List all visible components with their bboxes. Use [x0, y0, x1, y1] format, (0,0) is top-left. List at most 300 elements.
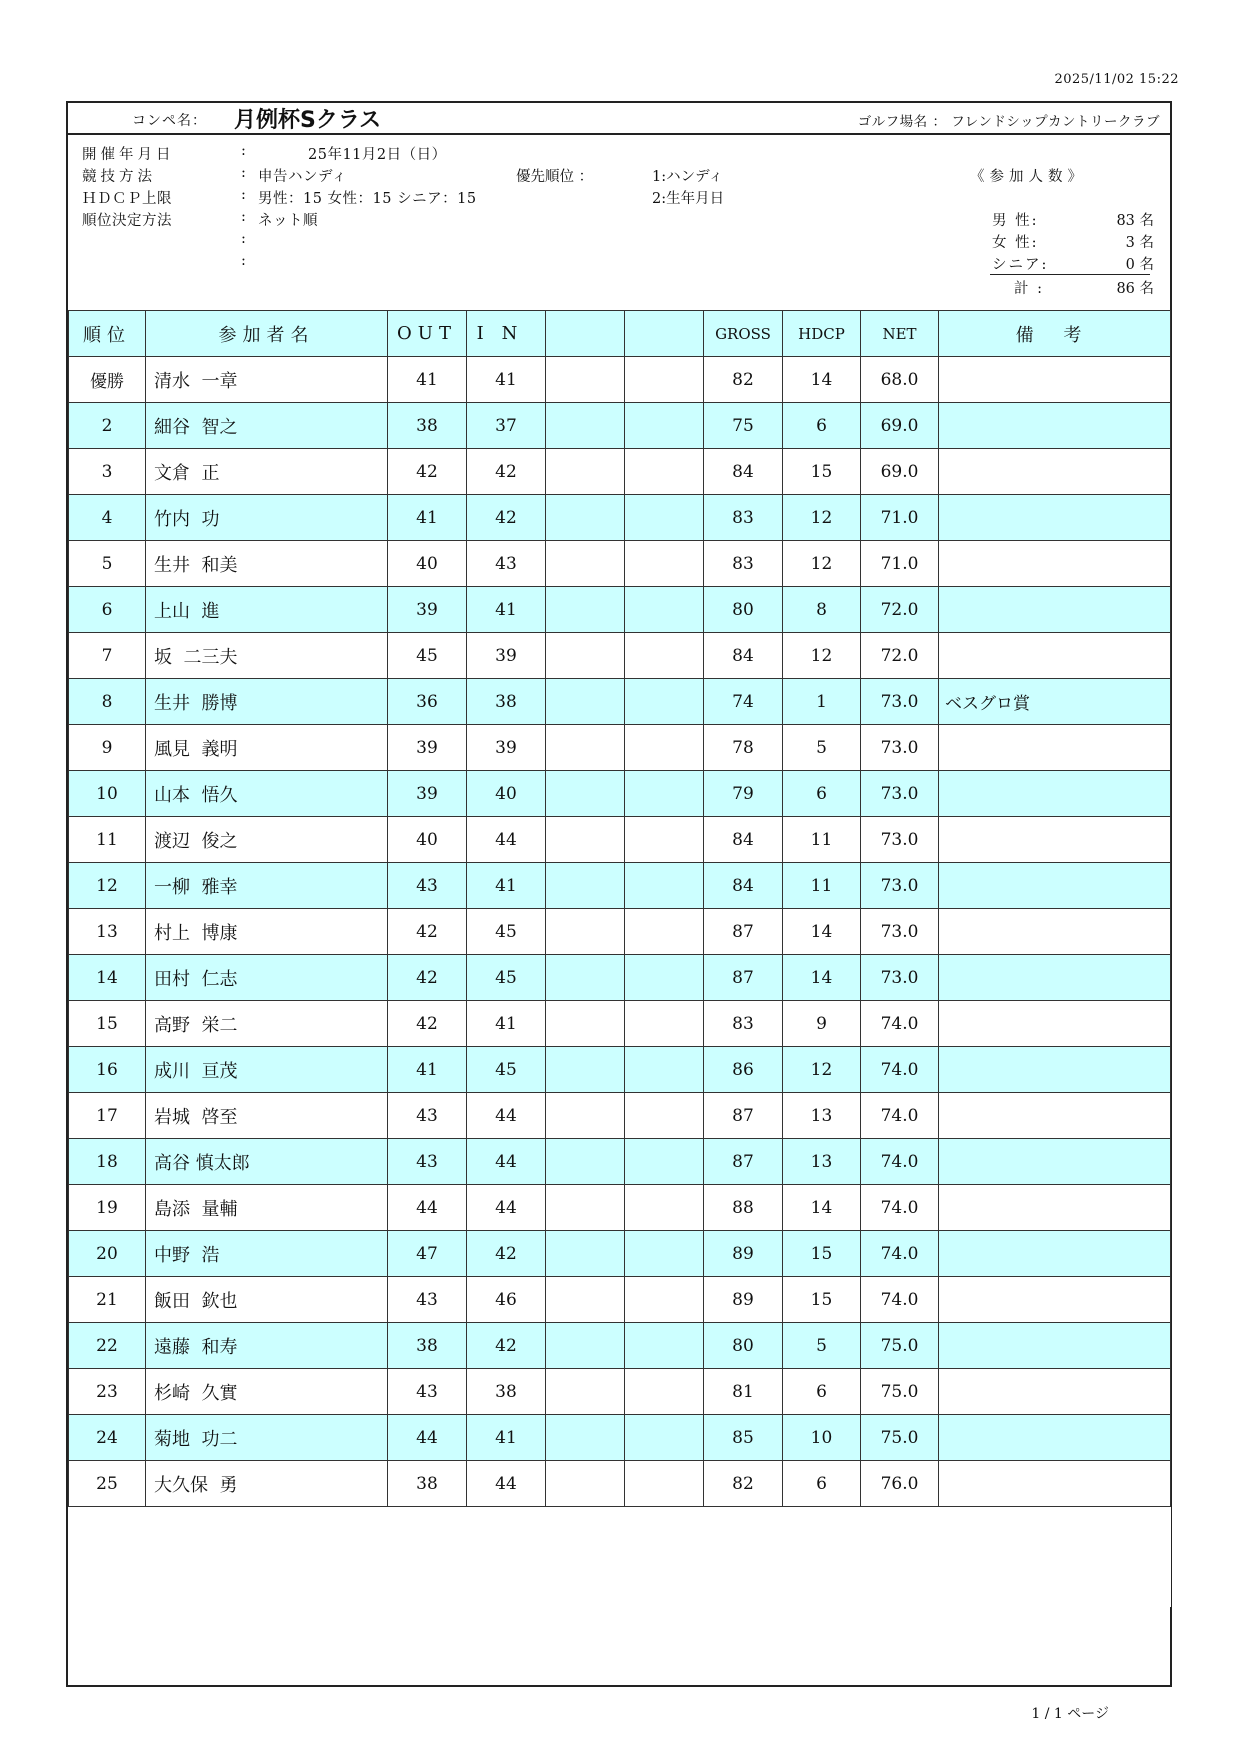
remarks-cell [939, 1415, 1171, 1461]
rank-cell: 20 [69, 1231, 146, 1277]
in-score-cell: 44 [467, 1093, 546, 1139]
blank-cell [625, 541, 704, 587]
blank-cell [546, 771, 625, 817]
in-score-cell: 38 [467, 1369, 546, 1415]
blank-cell [546, 1369, 625, 1415]
column-header-out: OUT [388, 311, 467, 357]
rank-cell: 12 [69, 863, 146, 909]
out-score-cell: 44 [388, 1415, 467, 1461]
rank-cell: 25 [69, 1461, 146, 1507]
gross-score-cell: 87 [704, 1093, 783, 1139]
priority-label: 優先順位 ： [516, 169, 594, 185]
net-score-cell: 74.0 [861, 1231, 939, 1277]
net-score-cell: 72.0 [861, 633, 939, 679]
blank-cell [625, 909, 704, 955]
remarks-cell [939, 955, 1171, 1001]
colon: : [241, 209, 246, 225]
net-score-cell: 75.0 [861, 1323, 939, 1369]
rank-cell: 22 [69, 1323, 146, 1369]
in-score-cell: 42 [467, 1231, 546, 1277]
table-header-row [69, 311, 1171, 357]
gross-score-cell: 89 [704, 1231, 783, 1277]
female-count [992, 231, 1154, 253]
hdcp-limit-label: ＨＤＣＰ上限 [82, 191, 172, 207]
handicap-cell: 12 [783, 633, 861, 679]
out-score-cell: 43 [388, 863, 467, 909]
table-row [69, 357, 1171, 403]
gross-score-cell: 87 [704, 909, 783, 955]
out-score-cell: 39 [388, 725, 467, 771]
out-score-cell: 40 [388, 541, 467, 587]
rank-cell: 21 [69, 1277, 146, 1323]
column-header-gross: GROSS [704, 311, 783, 357]
handicap-cell: 5 [783, 725, 861, 771]
remarks-cell [939, 725, 1171, 771]
out-score-cell: 42 [388, 955, 467, 1001]
out-score-cell: 38 [388, 403, 467, 449]
player-name-cell: 生井 和美 [146, 541, 388, 587]
in-score-cell: 42 [467, 449, 546, 495]
gross-score-cell: 80 [704, 1323, 783, 1369]
gross-score-cell: 89 [704, 1277, 783, 1323]
male-value: 83 名 [1116, 213, 1154, 229]
column-header-rank: 順位 [69, 311, 146, 357]
table-row [69, 541, 1171, 587]
remarks-cell [939, 1093, 1171, 1139]
remarks-cell [939, 633, 1171, 679]
player-name-cell: 菊地 功二 [146, 1415, 388, 1461]
out-score-cell: 42 [388, 449, 467, 495]
out-score-cell: 44 [388, 1185, 467, 1231]
priority-1: 1:ハンディ [652, 169, 723, 185]
rank-cell: 8 [69, 679, 146, 725]
ranking-method-label: 順位決定方法 [82, 213, 172, 229]
blank-cell [625, 403, 704, 449]
remarks-cell [939, 1185, 1171, 1231]
blank-cell [546, 1093, 625, 1139]
handicap-cell: 15 [783, 1231, 861, 1277]
male-label: 男 性: [992, 213, 1039, 229]
rank-cell: 3 [69, 449, 146, 495]
table-row [69, 587, 1171, 633]
remarks-cell [939, 495, 1171, 541]
golf-course-name: ゴルフ場名 ： フレンドシップカントリークラブ [857, 114, 1160, 130]
blank-cell [546, 955, 625, 1001]
in-score-cell: 39 [467, 633, 546, 679]
blank-cell [546, 1185, 625, 1231]
rank-cell: 19 [69, 1185, 146, 1231]
out-score-cell: 43 [388, 1093, 467, 1139]
colon: : [241, 187, 246, 203]
handicap-cell: 5 [783, 1323, 861, 1369]
competition-name: 月例杯Sクラス [234, 108, 382, 133]
blank-cell [546, 587, 625, 633]
gross-score-cell: 78 [704, 725, 783, 771]
blank-cell [546, 1231, 625, 1277]
out-score-cell: 38 [388, 1323, 467, 1369]
gross-score-cell: 75 [704, 403, 783, 449]
net-score-cell: 73.0 [861, 909, 939, 955]
rank-cell: 5 [69, 541, 146, 587]
table-row [69, 955, 1171, 1001]
gross-score-cell: 87 [704, 955, 783, 1001]
out-score-cell: 42 [388, 909, 467, 955]
blank-cell [625, 1277, 704, 1323]
priority-2: 2:生年月日 [652, 191, 725, 207]
remarks-cell [939, 771, 1171, 817]
print-timestamp: 2025/11/02 15:22 [1054, 72, 1179, 87]
blank-cell [546, 1001, 625, 1047]
remarks-cell [939, 1001, 1171, 1047]
in-score-cell: 44 [467, 1185, 546, 1231]
gross-score-cell: 79 [704, 771, 783, 817]
table-row [69, 1369, 1171, 1415]
handicap-cell: 14 [783, 357, 861, 403]
net-score-cell: 74.0 [861, 1277, 939, 1323]
handicap-cell: 11 [783, 863, 861, 909]
in-score-cell: 38 [467, 679, 546, 725]
hdcp-limit-value: 男性：15 女性：15 シニア：15 [258, 191, 477, 207]
table-row [69, 1277, 1171, 1323]
column-header-name: 参加者名 [146, 311, 388, 357]
senior-count [992, 253, 1154, 275]
results-table [68, 310, 1171, 1607]
net-score-cell: 74.0 [861, 1093, 939, 1139]
participant-count-title: 《参加人数》 [970, 169, 1087, 185]
rank-cell: 4 [69, 495, 146, 541]
handicap-cell: 12 [783, 495, 861, 541]
gross-score-cell: 82 [704, 357, 783, 403]
in-score-cell: 37 [467, 403, 546, 449]
blank-cell [625, 587, 704, 633]
remarks-cell [939, 449, 1171, 495]
gross-score-cell: 88 [704, 1185, 783, 1231]
gross-score-cell: 80 [704, 587, 783, 633]
net-score-cell: 72.0 [861, 587, 939, 633]
blank-cell [625, 863, 704, 909]
remarks-cell [939, 1369, 1171, 1415]
blank-cell [625, 955, 704, 1001]
rank-cell: 2 [69, 403, 146, 449]
table-row [69, 1461, 1171, 1507]
net-score-cell: 69.0 [861, 403, 939, 449]
in-score-cell: 46 [467, 1277, 546, 1323]
out-score-cell: 43 [388, 1369, 467, 1415]
total-count [992, 277, 1154, 299]
net-score-cell: 69.0 [861, 449, 939, 495]
senior-label: シニア: [992, 257, 1049, 273]
table-row [69, 449, 1171, 495]
blank-cell [625, 679, 704, 725]
in-score-cell: 42 [467, 495, 546, 541]
column-header-hdcp: HDCP [783, 311, 861, 357]
out-score-cell: 39 [388, 771, 467, 817]
net-score-cell: 76.0 [861, 1461, 939, 1507]
column-header-in: IN [467, 311, 546, 357]
net-score-cell: 74.0 [861, 1047, 939, 1093]
in-score-cell: 40 [467, 771, 546, 817]
net-score-cell: 71.0 [861, 495, 939, 541]
empty-filler-cell [69, 1507, 1171, 1607]
player-name-cell: 島添 量輔 [146, 1185, 388, 1231]
in-score-cell: 41 [467, 1415, 546, 1461]
in-score-cell: 39 [467, 725, 546, 771]
player-name-cell: 山本 悟久 [146, 771, 388, 817]
net-score-cell: 74.0 [861, 1185, 939, 1231]
method-label: 競技方法 [82, 169, 156, 185]
player-name-cell: 一柳 雅幸 [146, 863, 388, 909]
player-name-cell: 坂 二三夫 [146, 633, 388, 679]
blank-cell [625, 817, 704, 863]
total-divider [990, 274, 1150, 275]
title-bar [68, 103, 1170, 135]
blank-cell [625, 1185, 704, 1231]
net-score-cell: 73.0 [861, 863, 939, 909]
handicap-cell: 6 [783, 1369, 861, 1415]
blank-cell [625, 1231, 704, 1277]
colon: : [241, 165, 246, 181]
player-name-cell: 村上 博康 [146, 909, 388, 955]
blank-cell [546, 909, 625, 955]
page-number: 1 / 1 ページ [1031, 1706, 1109, 1722]
handicap-cell: 8 [783, 587, 861, 633]
remarks-cell [939, 817, 1171, 863]
player-name-cell: 飯田 欽也 [146, 1277, 388, 1323]
rank-cell: 24 [69, 1415, 146, 1461]
out-score-cell: 39 [388, 587, 467, 633]
table-row [69, 679, 1171, 725]
remarks-cell: ベスグロ賞 [939, 679, 1171, 725]
table-row [69, 1415, 1171, 1461]
blank-cell [625, 495, 704, 541]
remarks-cell [939, 1047, 1171, 1093]
net-score-cell: 75.0 [861, 1415, 939, 1461]
player-name-cell: 田村 仁志 [146, 955, 388, 1001]
handicap-cell: 1 [783, 679, 861, 725]
player-name-cell: 杉崎 久實 [146, 1369, 388, 1415]
out-score-cell: 45 [388, 633, 467, 679]
gross-score-cell: 84 [704, 449, 783, 495]
date-value: 25年11月2日（日） [308, 147, 447, 163]
blank-cell [625, 1001, 704, 1047]
remarks-cell [939, 587, 1171, 633]
player-name-cell: 生井 勝博 [146, 679, 388, 725]
player-name-cell: 竹内 功 [146, 495, 388, 541]
empty-filler-row [69, 1507, 1171, 1607]
out-score-cell: 41 [388, 357, 467, 403]
rank-cell: 9 [69, 725, 146, 771]
rank-cell: 7 [69, 633, 146, 679]
out-score-cell: 43 [388, 1277, 467, 1323]
player-name-cell: 遠藤 和寿 [146, 1323, 388, 1369]
total-label: 計 : [1014, 281, 1044, 297]
blank-cell [546, 1047, 625, 1093]
handicap-cell: 14 [783, 955, 861, 1001]
blank-cell [546, 357, 625, 403]
gross-score-cell: 84 [704, 817, 783, 863]
remarks-cell [939, 357, 1171, 403]
out-score-cell: 41 [388, 1047, 467, 1093]
blank-cell [625, 725, 704, 771]
table-row [69, 725, 1171, 771]
blank-cell [625, 771, 704, 817]
blank-cell [546, 495, 625, 541]
remarks-cell [939, 863, 1171, 909]
colon: : [241, 253, 246, 269]
handicap-cell: 12 [783, 541, 861, 587]
ranking-method-value: ネット順 [258, 213, 318, 229]
blank-cell [625, 1461, 704, 1507]
net-score-cell: 73.0 [861, 817, 939, 863]
rank-cell: 11 [69, 817, 146, 863]
table-row [69, 1185, 1171, 1231]
player-name-cell: 渡辺 俊之 [146, 817, 388, 863]
column-header-blank [625, 311, 704, 357]
blank-cell [625, 1323, 704, 1369]
male-count [992, 209, 1154, 231]
out-score-cell: 47 [388, 1231, 467, 1277]
handicap-cell: 9 [783, 1001, 861, 1047]
rank-cell: 18 [69, 1139, 146, 1185]
table-row [69, 403, 1171, 449]
female-label: 女 性: [992, 235, 1039, 251]
column-header-net: NET [861, 311, 939, 357]
rank-cell: 15 [69, 1001, 146, 1047]
remarks-cell [939, 1323, 1171, 1369]
net-score-cell: 71.0 [861, 541, 939, 587]
player-name-cell: 清水 一章 [146, 357, 388, 403]
gross-score-cell: 82 [704, 1461, 783, 1507]
table-row [69, 817, 1171, 863]
blank-cell [625, 1093, 704, 1139]
handicap-cell: 6 [783, 771, 861, 817]
rank-cell: 17 [69, 1093, 146, 1139]
blank-cell [546, 449, 625, 495]
table-row [69, 633, 1171, 679]
blank-cell [546, 817, 625, 863]
player-name-cell: 成川 亘茂 [146, 1047, 388, 1093]
blank-cell [625, 1139, 704, 1185]
in-score-cell: 41 [467, 357, 546, 403]
table-row [69, 863, 1171, 909]
colon: : [241, 143, 246, 159]
in-score-cell: 45 [467, 1047, 546, 1093]
gross-score-cell: 83 [704, 541, 783, 587]
gross-score-cell: 84 [704, 863, 783, 909]
rank-cell: 6 [69, 587, 146, 633]
blank-cell [546, 725, 625, 771]
results-sheet [66, 101, 1172, 1687]
blank-cell [625, 449, 704, 495]
remarks-cell [939, 1231, 1171, 1277]
handicap-cell: 13 [783, 1139, 861, 1185]
total-value: 86 名 [1116, 281, 1154, 297]
in-score-cell: 42 [467, 1323, 546, 1369]
blank-cell [625, 1047, 704, 1093]
female-value: 3 名 [1125, 235, 1154, 251]
competition-info [68, 135, 1170, 312]
blank-cell [546, 633, 625, 679]
colon: : [241, 231, 246, 247]
blank-cell [546, 1461, 625, 1507]
out-score-cell: 43 [388, 1139, 467, 1185]
rank-cell: 10 [69, 771, 146, 817]
player-name-cell: 高野 栄二 [146, 1001, 388, 1047]
net-score-cell: 68.0 [861, 357, 939, 403]
out-score-cell: 41 [388, 495, 467, 541]
player-name-cell: 文倉 正 [146, 449, 388, 495]
out-score-cell: 38 [388, 1461, 467, 1507]
handicap-cell: 6 [783, 403, 861, 449]
table-row [69, 1139, 1171, 1185]
blank-cell [546, 679, 625, 725]
handicap-cell: 14 [783, 909, 861, 955]
player-name-cell: 細谷 智之 [146, 403, 388, 449]
handicap-cell: 14 [783, 1185, 861, 1231]
gross-score-cell: 85 [704, 1415, 783, 1461]
rank-cell: 16 [69, 1047, 146, 1093]
results-body [69, 357, 1171, 1607]
net-score-cell: 74.0 [861, 1001, 939, 1047]
handicap-cell: 15 [783, 1277, 861, 1323]
blank-cell [546, 1415, 625, 1461]
handicap-cell: 6 [783, 1461, 861, 1507]
remarks-cell [939, 541, 1171, 587]
gross-score-cell: 83 [704, 495, 783, 541]
remarks-cell [939, 403, 1171, 449]
gross-score-cell: 87 [704, 1139, 783, 1185]
gross-score-cell: 74 [704, 679, 783, 725]
table-row [69, 1001, 1171, 1047]
table-row [69, 771, 1171, 817]
player-name-cell: 風見 義明 [146, 725, 388, 771]
remarks-cell [939, 1139, 1171, 1185]
column-header-blank [546, 311, 625, 357]
blank-cell [546, 1323, 625, 1369]
remarks-cell [939, 909, 1171, 955]
in-score-cell: 43 [467, 541, 546, 587]
senior-value: 0 名 [1125, 257, 1154, 273]
player-name-cell: 高谷 慎太郎 [146, 1139, 388, 1185]
handicap-cell: 15 [783, 449, 861, 495]
rank-cell: 13 [69, 909, 146, 955]
table-row [69, 1047, 1171, 1093]
handicap-cell: 11 [783, 817, 861, 863]
net-score-cell: 73.0 [861, 771, 939, 817]
gross-score-cell: 83 [704, 1001, 783, 1047]
net-score-cell: 73.0 [861, 725, 939, 771]
blank-cell [546, 403, 625, 449]
blank-cell [546, 863, 625, 909]
handicap-cell: 13 [783, 1093, 861, 1139]
net-score-cell: 73.0 [861, 679, 939, 725]
blank-cell [546, 541, 625, 587]
player-name-cell: 岩城 啓至 [146, 1093, 388, 1139]
table-row [69, 1323, 1171, 1369]
table-row [69, 909, 1171, 955]
competition-label: コンペ名： [132, 113, 207, 129]
remarks-cell [939, 1277, 1171, 1323]
handicap-cell: 10 [783, 1415, 861, 1461]
table-row [69, 1093, 1171, 1139]
column-header-remarks: 備 考 [939, 311, 1171, 357]
in-score-cell: 45 [467, 955, 546, 1001]
net-score-cell: 75.0 [861, 1369, 939, 1415]
in-score-cell: 41 [467, 587, 546, 633]
in-score-cell: 45 [467, 909, 546, 955]
in-score-cell: 41 [467, 1001, 546, 1047]
out-score-cell: 42 [388, 1001, 467, 1047]
